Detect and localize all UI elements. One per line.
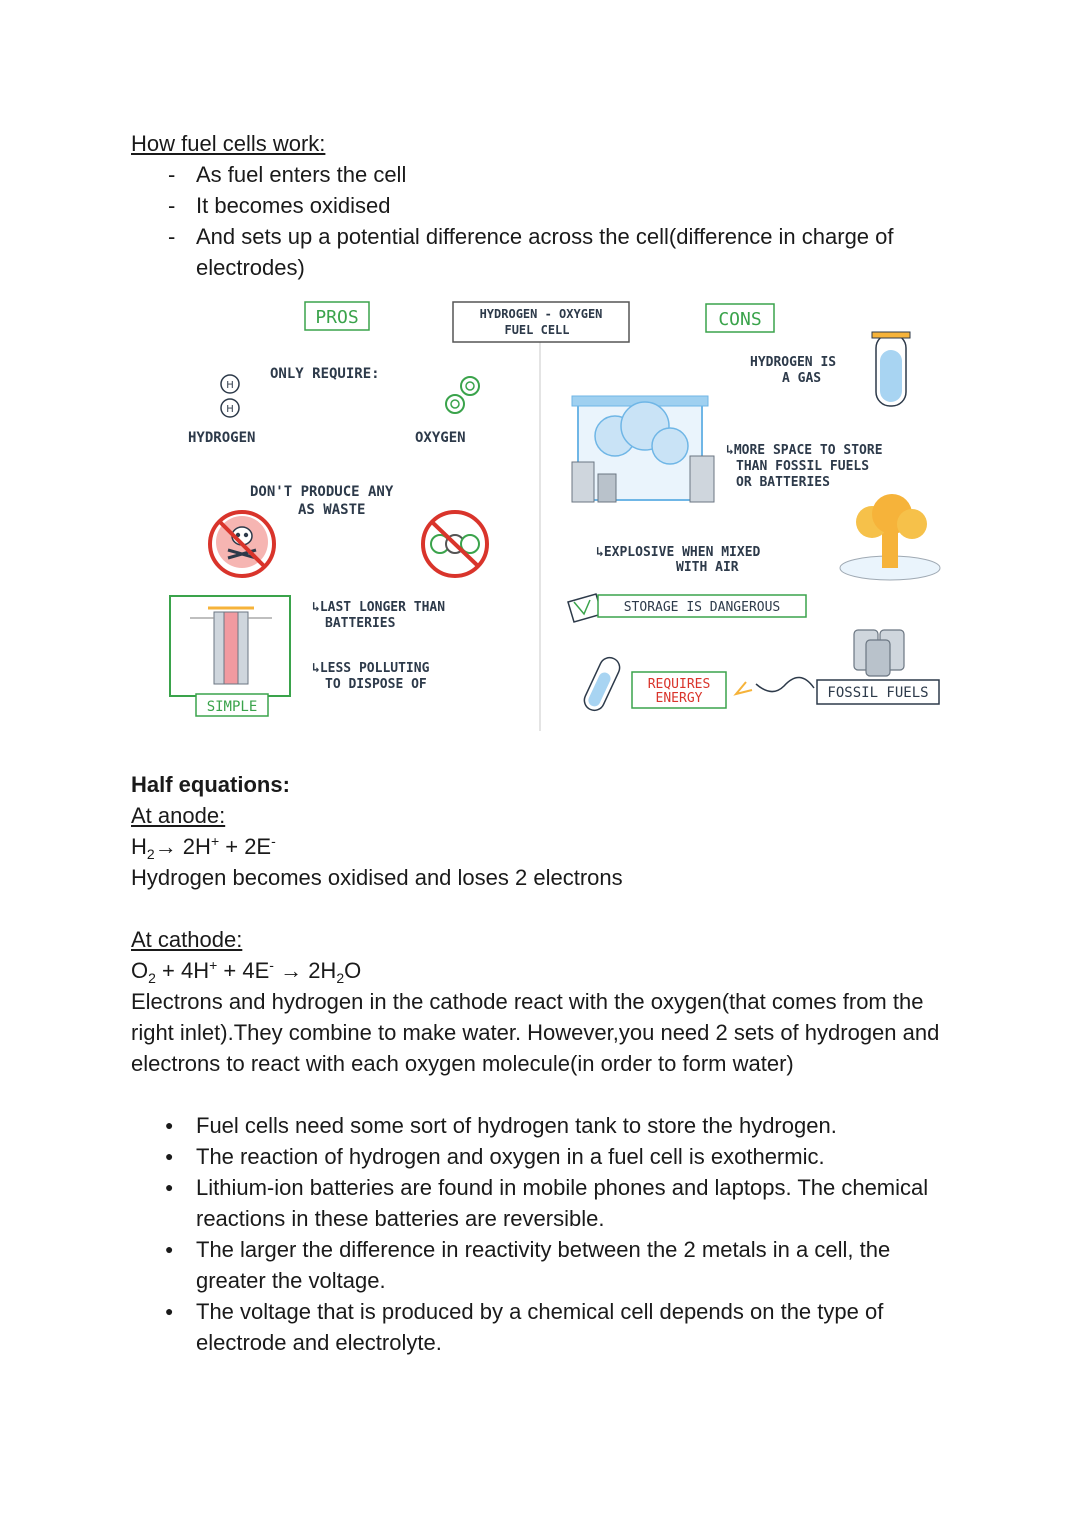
heading-how-fuel-cells-work: How fuel cells work: [131,131,326,156]
explosive-line1: ↳EXPLOSIVE WHEN MIXED [596,545,761,560]
hydrogen-tube-icon [581,654,623,713]
half-equations-section [131,769,951,1358]
list-item: - It becomes oxidised [131,190,951,221]
fuel-cell-steps [131,159,951,283]
more-space-line2: THAN FOSSIL FUELS [736,459,870,474]
cathode-equation: $O_2 + 4H^+ + 4E^- \to 2H_2O$ [131,957,362,986]
no-toxic-waste-icon [210,512,274,576]
hydrogen-label: HYDROGEN [188,430,256,446]
cathode-description: Electrons and hydrogen in the cathode react with the oxygen(that comes from the right inlet).They combine to make water. However,you need 2 sets of hydrogen and electrons to react with each oxygen molecule(in order to form water) [131,989,940,1076]
storage-label: STORAGE IS DANGEROUS [623,600,781,615]
diagram-title-line2: FUEL CELL [504,323,570,337]
anode-description: Hydrogen becomes oxidised and loses 2 electrons [131,865,623,890]
no-carbon-dioxide-icon [423,512,487,576]
warning-flask-icon [568,594,602,622]
fuel-cell-device-icon [170,596,290,696]
oxygen-label: OXYGEN [415,430,466,446]
diagram-title-line1: HYDROGEN - OXYGEN [479,307,603,321]
hydrogen-gas-line1: HYDROGEN IS [750,355,837,370]
list-item: ● The voltage that is produced by a chemical cell depends on the type of electrode and electrolyte. [131,1296,951,1358]
last-longer-line1: ↳LAST LONGER THAN [312,600,446,615]
no-waste-line2: AS WASTE [298,502,366,518]
requires-line1: REQUIRES [647,677,711,692]
svg-text:H: H [226,404,234,415]
half-equations-heading: Half equations: [131,772,290,797]
explosive-line2: WITH AIR [676,560,739,575]
explosion-icon [840,494,940,580]
hydrogen-molecule-icon [221,375,239,417]
list-item: ● The reaction of hydrogen and oxygen in a fuel cell is exothermic. [131,1141,951,1172]
fossil-fuel-barrels-icon [854,630,904,676]
arrow-icon [736,682,752,694]
only-require-label: ONLY REQUIRE: [270,366,380,382]
svg-text:H: H [226,380,234,391]
pros-label: PROS [315,307,359,328]
list-item: - And sets up a potential difference across the cell(difference in charge of electrodes) [131,221,951,283]
anode-equation: $H_2\to 2H^+ + 2E^-$ [131,833,276,862]
less-polluting-line2: TO DISPOSE OF [325,677,427,692]
cons-label: CONS [718,309,762,330]
more-space-line3: OR BATTERIES [736,475,830,490]
hydrogen-gas-line2: A GAS [782,371,822,386]
list-item: - As fuel enters the cell [131,159,951,190]
oxygen-molecule-icon [446,377,479,413]
fossil-label: FOSSIL FUELS [827,685,929,701]
more-space-line1: ↳MORE SPACE TO STORE [726,443,883,458]
document-body [131,128,951,283]
fuel-cell-pros-cons-diagram [160,296,960,736]
no-waste-line1: DON'T PRODUCE ANY [250,484,394,500]
connector-curve [756,677,814,691]
cathode-label: At cathode: [131,927,243,952]
anode-label: At anode: [131,803,226,828]
last-longer-line2: BATTERIES [325,616,396,631]
list-item: ● Lithium-ion batteries are found in mobile phones and laptops. The chemical reactions in these batteries are reversible. [131,1172,951,1234]
summary-bullets [131,1110,951,1358]
gas-storage-icon [572,396,714,502]
list-item: ● The larger the difference in reactivity between the 2 metals in a cell, the greater the voltage. [131,1234,951,1296]
simple-label: SIMPLE [206,699,258,715]
test-tube-icon [872,332,910,406]
less-polluting-line1: ↳LESS POLLUTING [312,661,430,676]
list-item: ● Fuel cells need some sort of hydrogen tank to store the hydrogen. [131,1110,951,1141]
requires-line2: ENERGY [655,691,703,706]
